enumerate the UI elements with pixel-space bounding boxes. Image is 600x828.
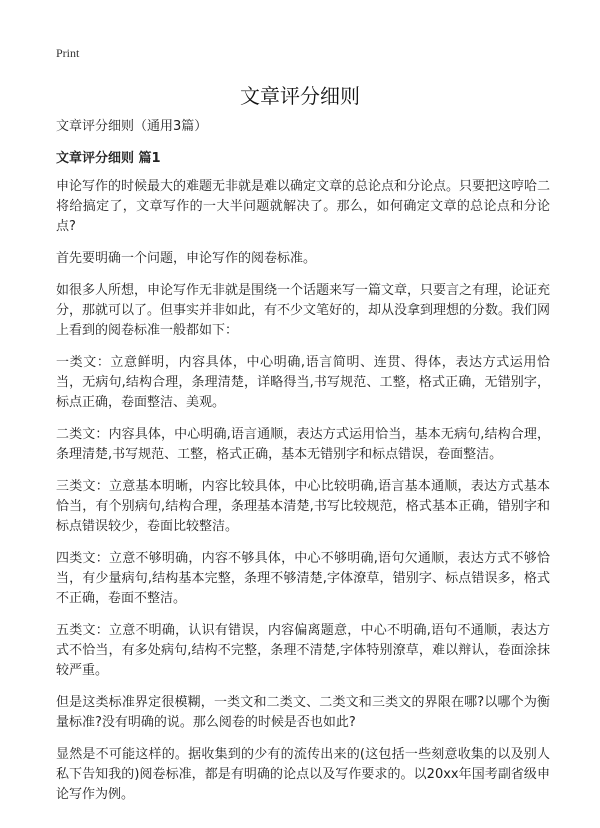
paragraph: 如很多人所想，申论写作无非就是围绕一个话题来写一篇文章，只要言之有理，论证充分，那就可以了。但事实并非如此，有不少文笔好的，却从没拿到理想的分数。我们网上看到的阅卷标准一般都如下： — [56, 283, 551, 338]
paragraph: 申论写作的时候最大的难题无非就是难以确定文章的总论点和分论点。只要把这哼哈二将给搞定了，文章写作的一大半问题就解决了。那么，如何确定文章的总论点和分论点? — [56, 179, 551, 234]
paragraph: 二类文：内容具体，中心明确,语言通顺，表达方式运用恰当，基本无病句,结构合理，条理清楚,书写规范、工整，格式正确，基本无错别字和标点错误，卷面整洁。 — [56, 427, 550, 462]
paragraph: 但是这类标准界定很模糊，一类文和二类文、二类文和三类文的界限在哪?以哪个为衡量标准?没有明确的说。那么阅卷的时候是否也如此? — [56, 695, 550, 730]
paragraph: 显然是不可能这样的。据收集到的少有的流传出来的(这包括一些刻意收集的以及别人私下告知我的)阅卷标准，都是有明确的论点以及写作要求的。以20xx年国考副省级申论写作为例。 — [56, 747, 550, 802]
print-label: Print — [56, 46, 80, 60]
document-title: 文章评分细则 — [240, 84, 360, 108]
paragraph: 四类文：立意不够明确，内容不够具体，中心不够明确,语句欠通顺，表达方式不够恰当，有少量病句,结构基本完整，条理不够清楚,字体潦草，错别字、标点错误多，格式不正确，卷面不整洁。 — [56, 551, 550, 606]
document-body — [56, 117, 550, 817]
document-subtitle: 文章评分细则（通用3篇） — [56, 119, 208, 134]
paragraph: 一类文：立意鲜明，内容具体，中心明确,语言简明、连贯、得体，表达方式运用恰当，无病句,结构合理，条理清楚，详略得当,书写规范、工整，格式正确，无错别字，标点正确，卷面整洁、美观。 — [56, 355, 550, 410]
paragraph: 首先要明确一个问题，申论写作的阅卷标准。 — [56, 251, 317, 266]
section-heading: 文章评分细则 篇1 — [56, 151, 161, 166]
paragraph: 三类文：立意基本明晰，内容比较具体，中心比较明确,语言基本通顺，表达方式基本恰当，有个别病句,结构合理，条理基本清楚,书写比较规范，格式基本正确，错别字和标点错误较少，卷面比较整洁。 — [56, 479, 550, 534]
paragraph: 五类文：立意不明确，认识有错误，内容偏离题意，中心不明确,语句不通顺，表达方式不恰当，有多处病句,结构不完整，条理不清楚,字体特别潦草，难以辩认，卷面涂抹较严重。 — [56, 623, 550, 678]
